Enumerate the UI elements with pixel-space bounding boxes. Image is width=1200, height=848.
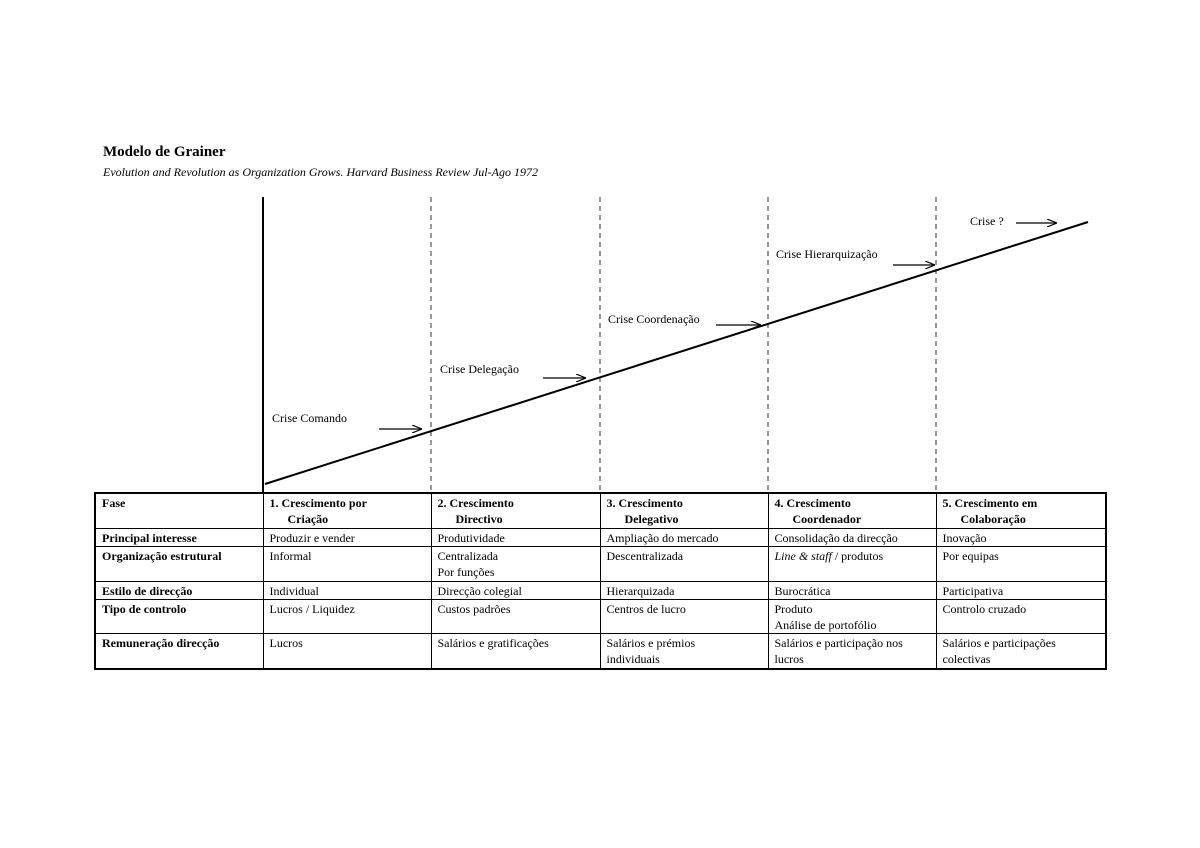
table-cell: Consolidação da direcção xyxy=(768,529,936,547)
table-row-interesse xyxy=(95,529,1106,547)
phase-title-line: 1. Crescimento por xyxy=(269,496,367,510)
cell-line: Informal xyxy=(269,549,312,563)
cell-line: Controlo cruzado xyxy=(942,602,1027,616)
cell-line: lucros xyxy=(774,652,804,666)
table-cell xyxy=(600,634,768,670)
phase-header-4 xyxy=(768,493,936,529)
table-cell xyxy=(768,600,936,634)
row-header-organizacao: Organização estrutural xyxy=(95,547,263,582)
cell-line: individuais xyxy=(606,652,660,666)
phase-header-3 xyxy=(600,493,768,529)
phase-title-line: Criação xyxy=(287,512,329,526)
cell-line: Custos padrões xyxy=(437,602,511,616)
row-header-estilo: Estilo de direcção xyxy=(95,582,263,600)
phase-title-line: Coordenador xyxy=(792,512,862,526)
cell-line: Salários e gratificações xyxy=(437,636,549,650)
table-cell: Produzir e vender xyxy=(263,529,431,547)
crisis-label-hierarquizacao: Crise Hierarquização xyxy=(776,247,878,261)
phase-title-line: 3. Crescimento xyxy=(606,496,683,510)
cell-line: Lucros xyxy=(269,636,303,650)
crisis-label-comando: Crise Comando xyxy=(272,411,347,425)
table-cell xyxy=(936,547,1106,582)
growth-line xyxy=(265,222,1088,484)
table-cell xyxy=(600,547,768,582)
table-row-organizacao xyxy=(95,547,1106,582)
table-cell: Direcção colegial xyxy=(431,582,600,600)
cell-line: Salários e prémios xyxy=(606,636,696,650)
table-cell xyxy=(600,600,768,634)
table-cell xyxy=(768,634,936,670)
cell-text: / produtos xyxy=(831,549,884,563)
table-cell xyxy=(768,547,936,582)
phase-header-2 xyxy=(431,493,600,529)
cell-italic-text: Line & staff xyxy=(774,549,832,563)
table-cell xyxy=(263,547,431,582)
cell-line: Por funções xyxy=(437,565,495,579)
table-cell xyxy=(431,547,600,582)
phase-title-line: 5. Crescimento em xyxy=(942,496,1038,510)
table-cell: Burocrática xyxy=(768,582,936,600)
row-header-fase: Fase xyxy=(95,493,263,529)
table-cell: Produtividade xyxy=(431,529,600,547)
phase-header-1 xyxy=(263,493,431,529)
table-row-controlo xyxy=(95,600,1106,634)
row-header-interesse: Principal interesse xyxy=(95,529,263,547)
table-cell: Hierarquizada xyxy=(600,582,768,600)
grainer-phase-table xyxy=(94,492,1107,670)
cell-line: Produto xyxy=(774,602,813,616)
table-row-fase xyxy=(95,493,1106,529)
phase-title-line: Directivo xyxy=(455,512,503,526)
cell-line: Análise de portofólio xyxy=(774,618,877,632)
phase-title-line: 2. Crescimento xyxy=(437,496,514,510)
row-header-controlo: Tipo de controlo xyxy=(95,600,263,634)
phase-header-5 xyxy=(936,493,1106,529)
cell-line: colectivas xyxy=(942,652,991,666)
table-cell xyxy=(263,600,431,634)
table-cell: Individual xyxy=(263,582,431,600)
cell-line: Centros de lucro xyxy=(606,602,686,616)
phase-title-line: Colaboração xyxy=(960,512,1026,526)
table-cell xyxy=(431,600,600,634)
table-row-remuneracao xyxy=(95,634,1106,670)
page-title: Modelo de Grainer xyxy=(103,144,226,160)
crisis-label-delegacao: Crise Delegação xyxy=(440,362,519,376)
cell-line: Descentralizada xyxy=(606,549,684,563)
table-cell: Inovação xyxy=(936,529,1106,547)
table-cell: Participativa xyxy=(936,582,1106,600)
phase-title-line: Delegativo xyxy=(624,512,679,526)
table-cell xyxy=(936,600,1106,634)
row-header-remuneracao: Remuneração direcção xyxy=(95,634,263,670)
cell-line: Salários e participação nos xyxy=(774,636,903,650)
cell-line: Salários e participações xyxy=(942,636,1056,650)
table-cell: Ampliação do mercado xyxy=(600,529,768,547)
table-cell xyxy=(936,634,1106,670)
table-row-estilo xyxy=(95,582,1106,600)
table-cell xyxy=(263,634,431,670)
crisis-label-unknown: Crise ? xyxy=(970,214,1004,228)
phase-title-line: 4. Crescimento xyxy=(774,496,851,510)
cell-line: Lucros / Liquidez xyxy=(269,602,355,616)
crisis-label-coordenacao: Crise Coordenação xyxy=(608,312,700,326)
table-cell xyxy=(431,634,600,670)
cell-line: Por equipas xyxy=(942,549,999,563)
cell-line: Centralizada xyxy=(437,549,499,563)
page-subtitle: Evolution and Revolution as Organization Grows. Harvard Business Review Jul-Ago 1972 xyxy=(103,165,538,179)
